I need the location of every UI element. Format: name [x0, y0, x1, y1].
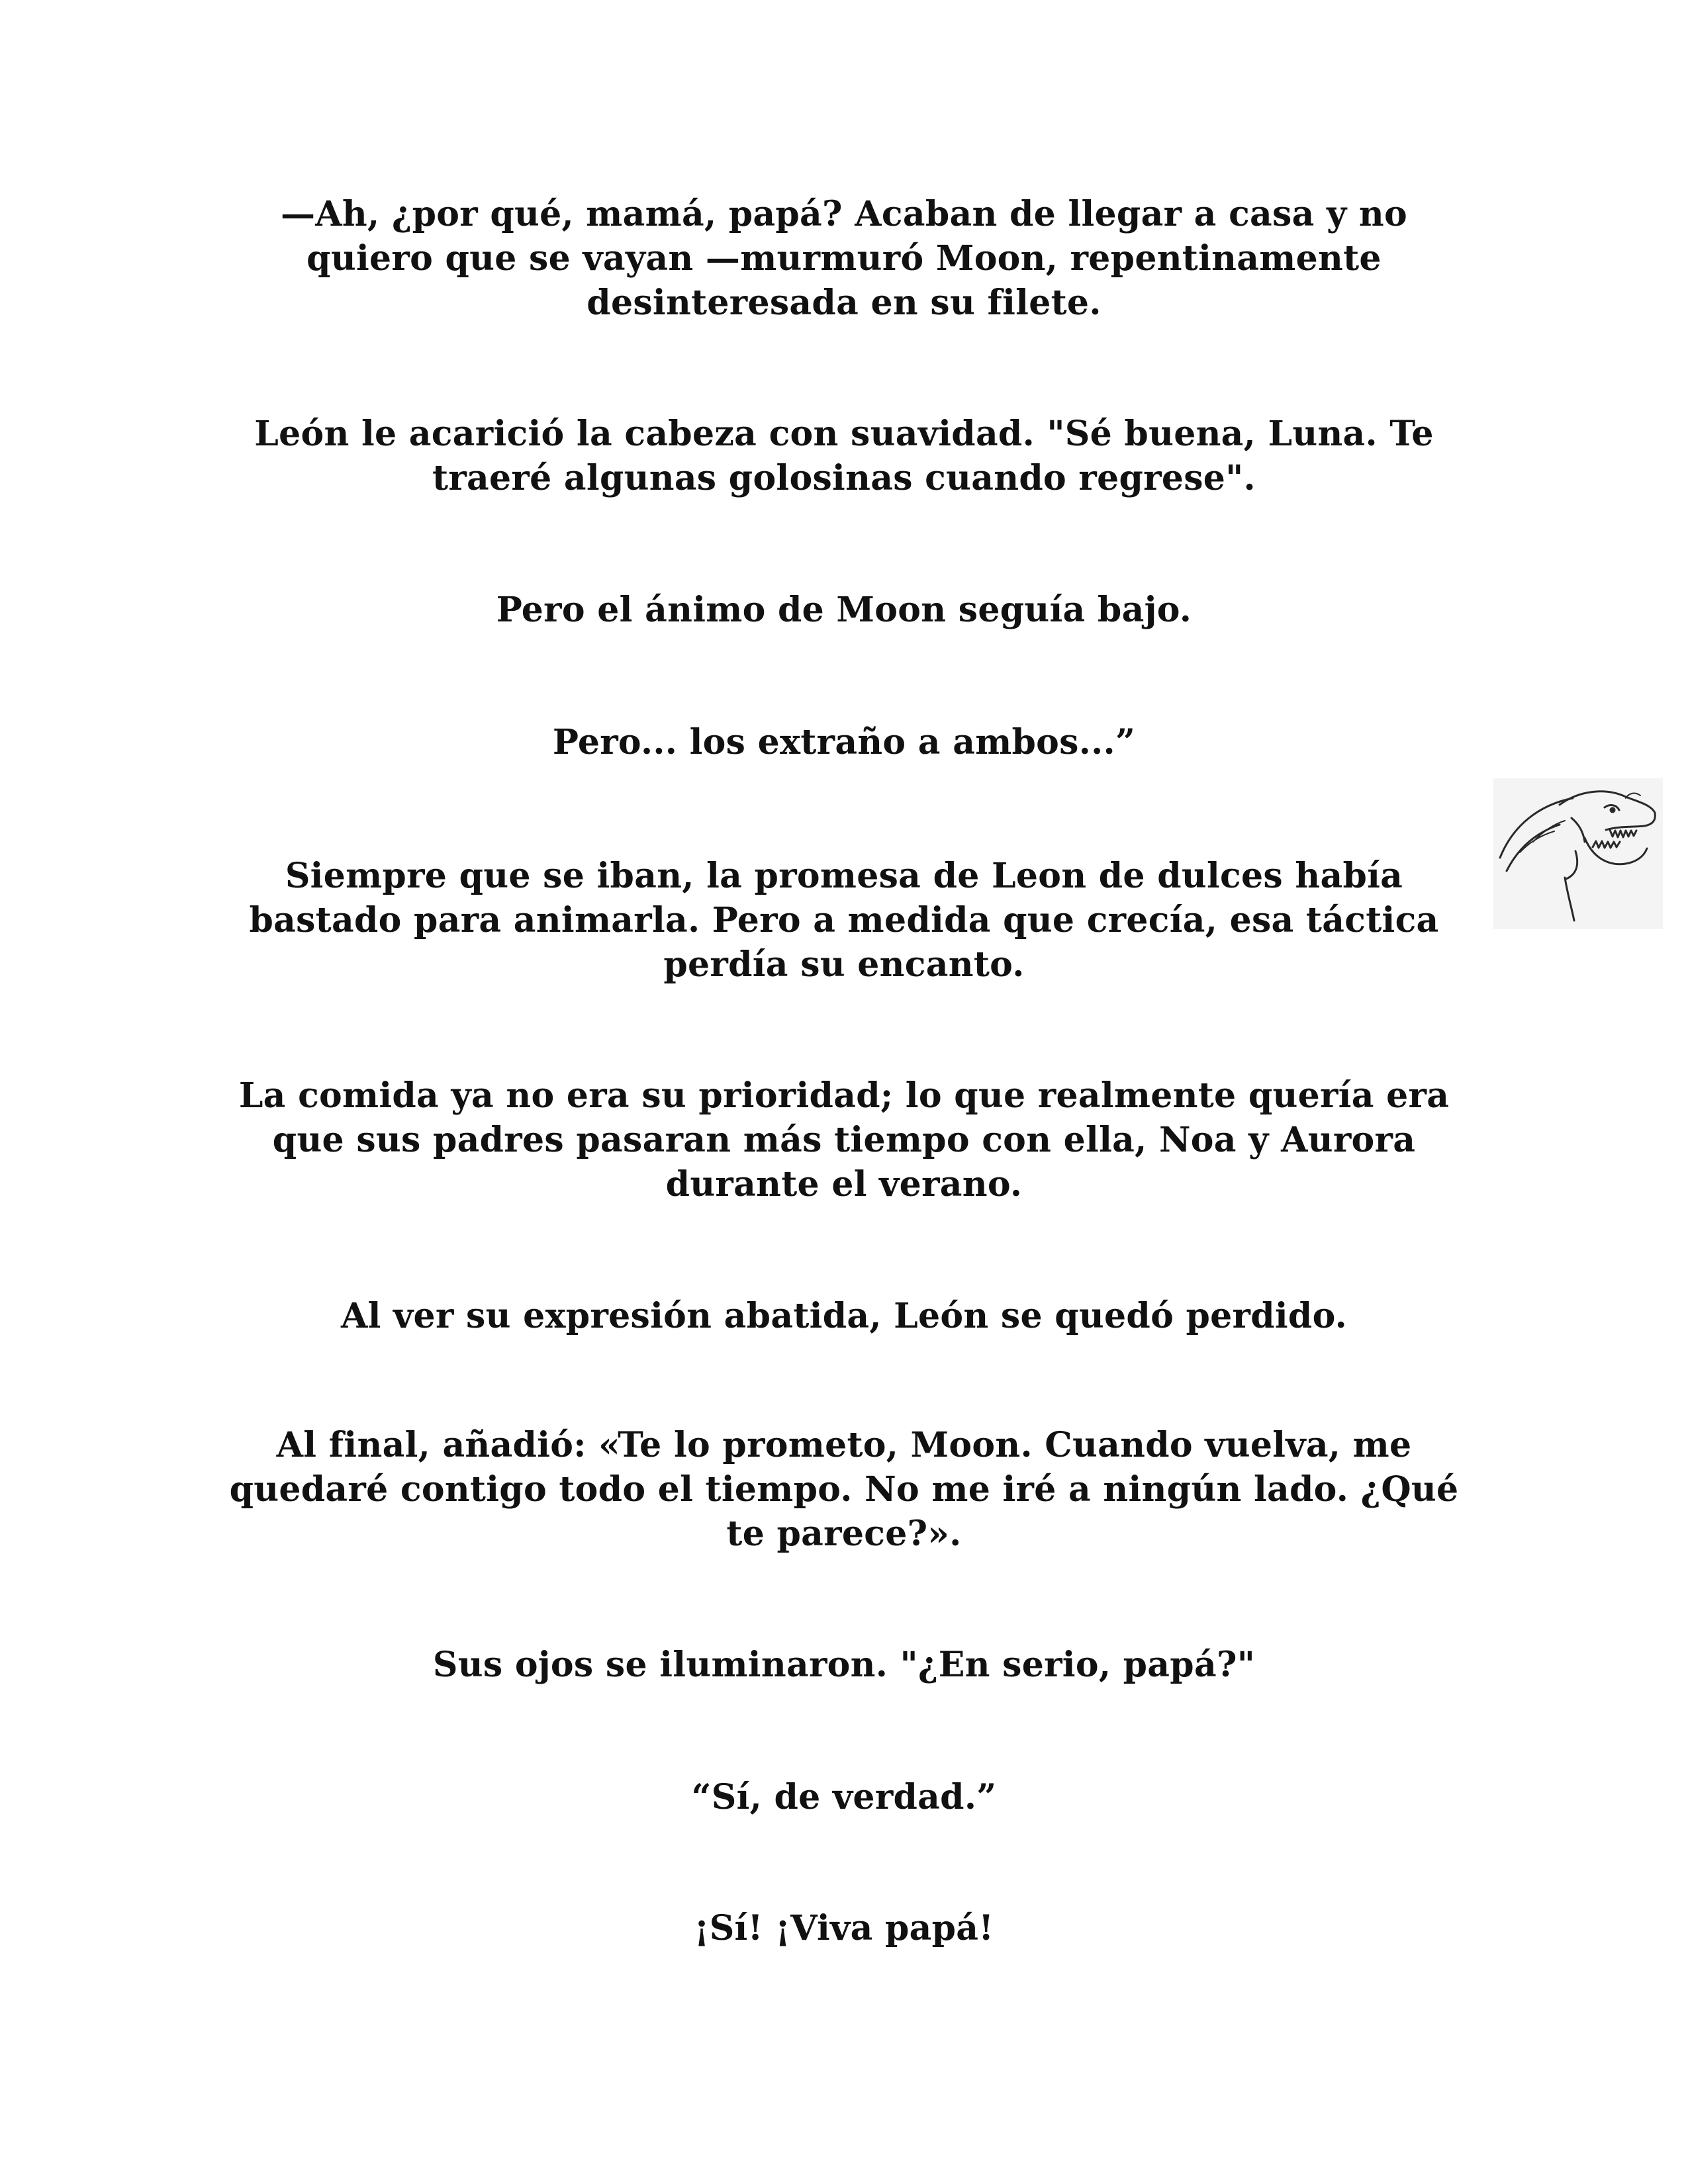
paragraph-7: Al ver su expresión abatida, León se quedó perdido.	[340, 1296, 1348, 1336]
paragraph-11: ¡Sí! ¡Viva papá!	[694, 1908, 994, 1948]
dinosaur-head-sketch-icon	[1493, 778, 1663, 929]
paragraph-3: Pero el ánimo de Moon seguía bajo.	[496, 590, 1192, 630]
paragraph-6: La comida ya no era su prioridad; lo que realmente quería era que sus padres pasaran más tiempo con ella, Noa y Aurora durante el verano.	[238, 1075, 1450, 1205]
paragraph-5: Siempre que se iban, la promesa de Leon de dulces había bastado para animarla. Pero a medida que crecía, esa táctica perdía su encanto.	[249, 856, 1439, 985]
paragraph-1: —Ah, ¿por qué, mamá, papá? Acaban de llegar a casa y no quiero que se vayan —murmuró Moon, repentinamente desinteresada en su filete.	[280, 194, 1408, 323]
paragraph-9: Sus ojos se iluminaron. "¿En serio, papá?"	[432, 1645, 1256, 1685]
paragraph-8: Al final, añadió: «Te lo prometo, Moon. Cuando vuelva, me quedaré contigo todo el tiempo. No me iré a ningún lado. ¿Qué te parece?».	[229, 1425, 1459, 1554]
paragraph-10: “Sí, de verdad.”	[691, 1777, 997, 1817]
paragraph-2: León le acarició la cabeza con suavidad. "Sé buena, Luna. Te traeré algunas golosinas cuando regrese".	[254, 414, 1434, 498]
paragraph-4: Pero... los extraño a ambos...”	[552, 722, 1136, 762]
